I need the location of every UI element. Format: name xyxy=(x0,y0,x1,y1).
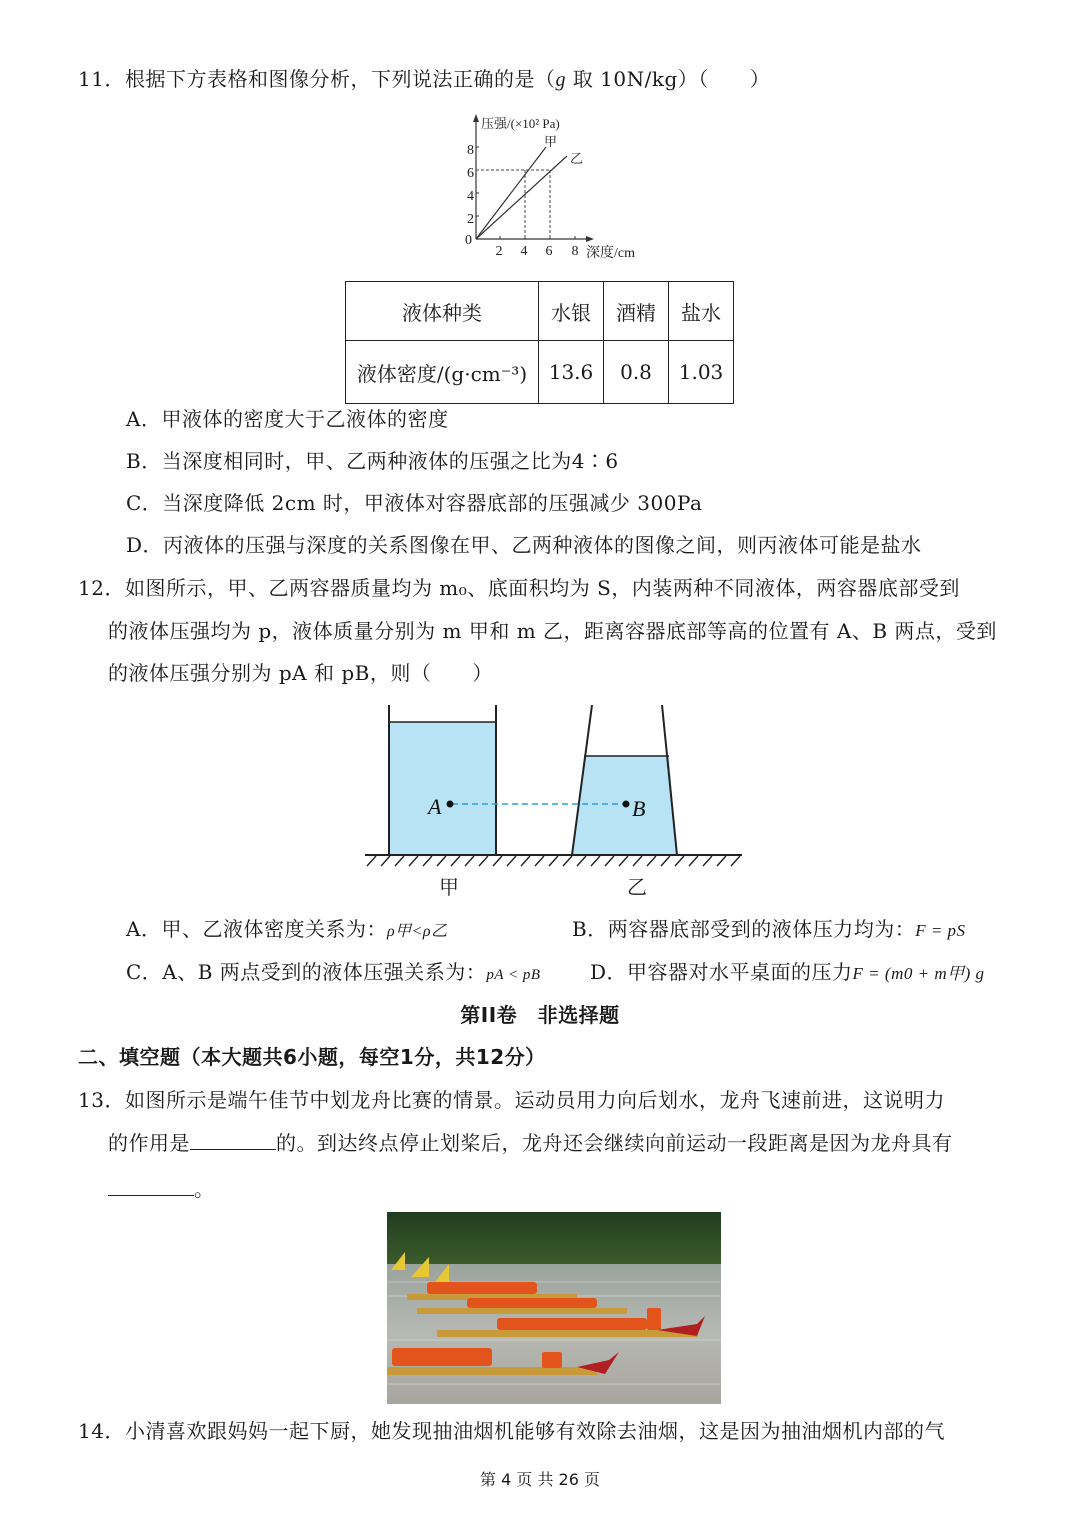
table-header-cell: 液体密度/(g·cm⁻³) xyxy=(346,341,539,404)
table-cell: 13.6 xyxy=(539,341,604,404)
x-tick-4: 4 xyxy=(520,244,528,259)
q12-line1-text: 如图所示，甲、乙两容器质量均为 m₀、底面积均为 S，内装两种不同液体，两容器底部受到 xyxy=(124,576,960,600)
q12-stem-line3: 的液体压强分别为 pA 和 pB，则（ ） xyxy=(108,661,493,685)
container-yi-label: 乙 xyxy=(627,875,647,899)
q14-line1-text: 小清喜欢跟妈妈一起下厨，她发现抽油烟机能够有效除去油烟，这是因为抽油烟机内部的气 xyxy=(124,1419,945,1443)
q13-line2-pre: 的作用是 xyxy=(108,1131,190,1155)
table-cell: 盐水 xyxy=(669,282,734,341)
part-title: 二、填空题（本大题共6小题，每空1分，共12分） xyxy=(78,1045,546,1069)
q12-option-d-formula: F = (m0 + m甲) g xyxy=(852,964,985,983)
y-axis-label: 压强/(×10² Pa) xyxy=(481,116,560,131)
series-yi-line xyxy=(476,156,567,239)
x-axis-label: 深度/cm xyxy=(586,246,635,261)
q12-option-b-text: B．两容器底部受到的液体压力均为： xyxy=(572,917,916,941)
q13-blank-2[interactable] xyxy=(108,1177,194,1196)
page-footer: 第 4 页 共 26 页 xyxy=(480,1470,600,1489)
q12-option-c-formula: pA < pB xyxy=(486,967,541,983)
q12-option-c-text: C．A、B 两点受到的液体压强关系为： xyxy=(126,960,487,984)
q12-option-a-text: A．甲、乙液体密度关系为： xyxy=(126,917,387,941)
q11-stem xyxy=(78,66,770,93)
pressure-depth-chart xyxy=(450,108,650,268)
q12-stem-line1 xyxy=(78,575,960,601)
q11-option-d[interactable]: D．丙液体的压强与深度的关系图像在甲、乙两种液体的图像之间，则丙液体可能是盐水 xyxy=(126,533,922,557)
volume-title: 第II卷 非选择题 xyxy=(460,1003,620,1027)
container-jia-liquid xyxy=(389,722,496,854)
q13-line2-post: 的。到达终点停止划桨后，龙舟还会继续向前运动一段距离是因为龙舟具有 xyxy=(276,1131,953,1155)
y-tick-0: 0 xyxy=(465,233,472,248)
table-cell: 1.03 xyxy=(669,341,734,404)
x-tick-8: 8 xyxy=(571,244,579,259)
point-b-label: B xyxy=(632,796,646,821)
q13-line1-text: 如图所示是端午佳节中划龙舟比赛的情景。运动员用力向后划水，龙舟飞速前进，这说明力 xyxy=(124,1088,945,1112)
y-tick-8: 8 xyxy=(467,143,474,158)
table-cell: 0.8 xyxy=(604,341,669,404)
x-tick-2: 2 xyxy=(495,244,503,259)
q13-number: 13． xyxy=(78,1088,125,1112)
q11-number: 11． xyxy=(78,67,125,91)
series-jia-line xyxy=(476,147,546,239)
table-cell: 酒精 xyxy=(604,282,669,341)
q11-g-symbol: g xyxy=(555,69,566,91)
q12-option-b[interactable] xyxy=(572,916,966,944)
container-jia-label: 甲 xyxy=(439,875,459,899)
q12-option-d-text: D．甲容器对水平桌面的压力 xyxy=(590,960,853,984)
q11-option-c[interactable]: C．当深度降低 2cm 时，甲液体对容器底部的压强减少 300Pa xyxy=(126,491,703,515)
q12-number: 12． xyxy=(78,576,125,600)
q12-option-c[interactable] xyxy=(126,959,541,988)
table-cell: 水银 xyxy=(539,282,604,341)
series-jia-label: 甲 xyxy=(544,134,558,149)
y-tick-6: 6 xyxy=(467,166,474,181)
table-row xyxy=(346,341,734,404)
y-tick-4: 4 xyxy=(467,189,474,204)
density-table xyxy=(345,281,734,404)
q12-containers-figure xyxy=(360,700,750,900)
series-yi-label: 乙 xyxy=(570,151,584,166)
q13-stem-line3 xyxy=(108,1176,215,1202)
point-a-label: A xyxy=(428,794,442,819)
q12-option-d[interactable] xyxy=(590,959,985,987)
table-row xyxy=(346,282,734,341)
q13-blank-1[interactable] xyxy=(190,1131,276,1150)
q14-number: 14． xyxy=(78,1419,125,1443)
q12-option-b-formula: F = pS xyxy=(915,921,966,940)
q12-option-a-formula: ρ甲<ρ乙 xyxy=(386,923,448,940)
table-header-cell: 液体种类 xyxy=(346,282,539,341)
x-tick-6: 6 xyxy=(545,244,553,259)
q12-stem-line2: 的液体压强均为 p，液体质量分别为 m 甲和 m 乙，距离容器底部等高的位置有 A、B 两点，受到 xyxy=(108,619,997,643)
dragon-boat-race-photo xyxy=(387,1212,721,1404)
q13-stem-line1 xyxy=(78,1087,945,1113)
y-tick-2: 2 xyxy=(467,212,474,227)
point-a-dot xyxy=(447,801,454,808)
q14-stem-line1 xyxy=(78,1418,945,1444)
q11-stem-post: 取 10N/kg）（ ） xyxy=(565,67,771,91)
q12-option-a[interactable] xyxy=(126,916,448,945)
q11-option-b[interactable]: B．当深度相同时，甲、乙两种液体的压强之比为4∶6 xyxy=(126,449,619,473)
point-b-dot xyxy=(623,801,630,808)
q13-stem-line2 xyxy=(108,1130,953,1156)
q11-option-a[interactable]: A．甲液体的密度大于乙液体的密度 xyxy=(126,407,449,431)
q11-stem-pre: 根据下方表格和图像分析，下列说法正确的是（ xyxy=(124,67,556,91)
q13-line3-post: 。 xyxy=(194,1177,215,1201)
